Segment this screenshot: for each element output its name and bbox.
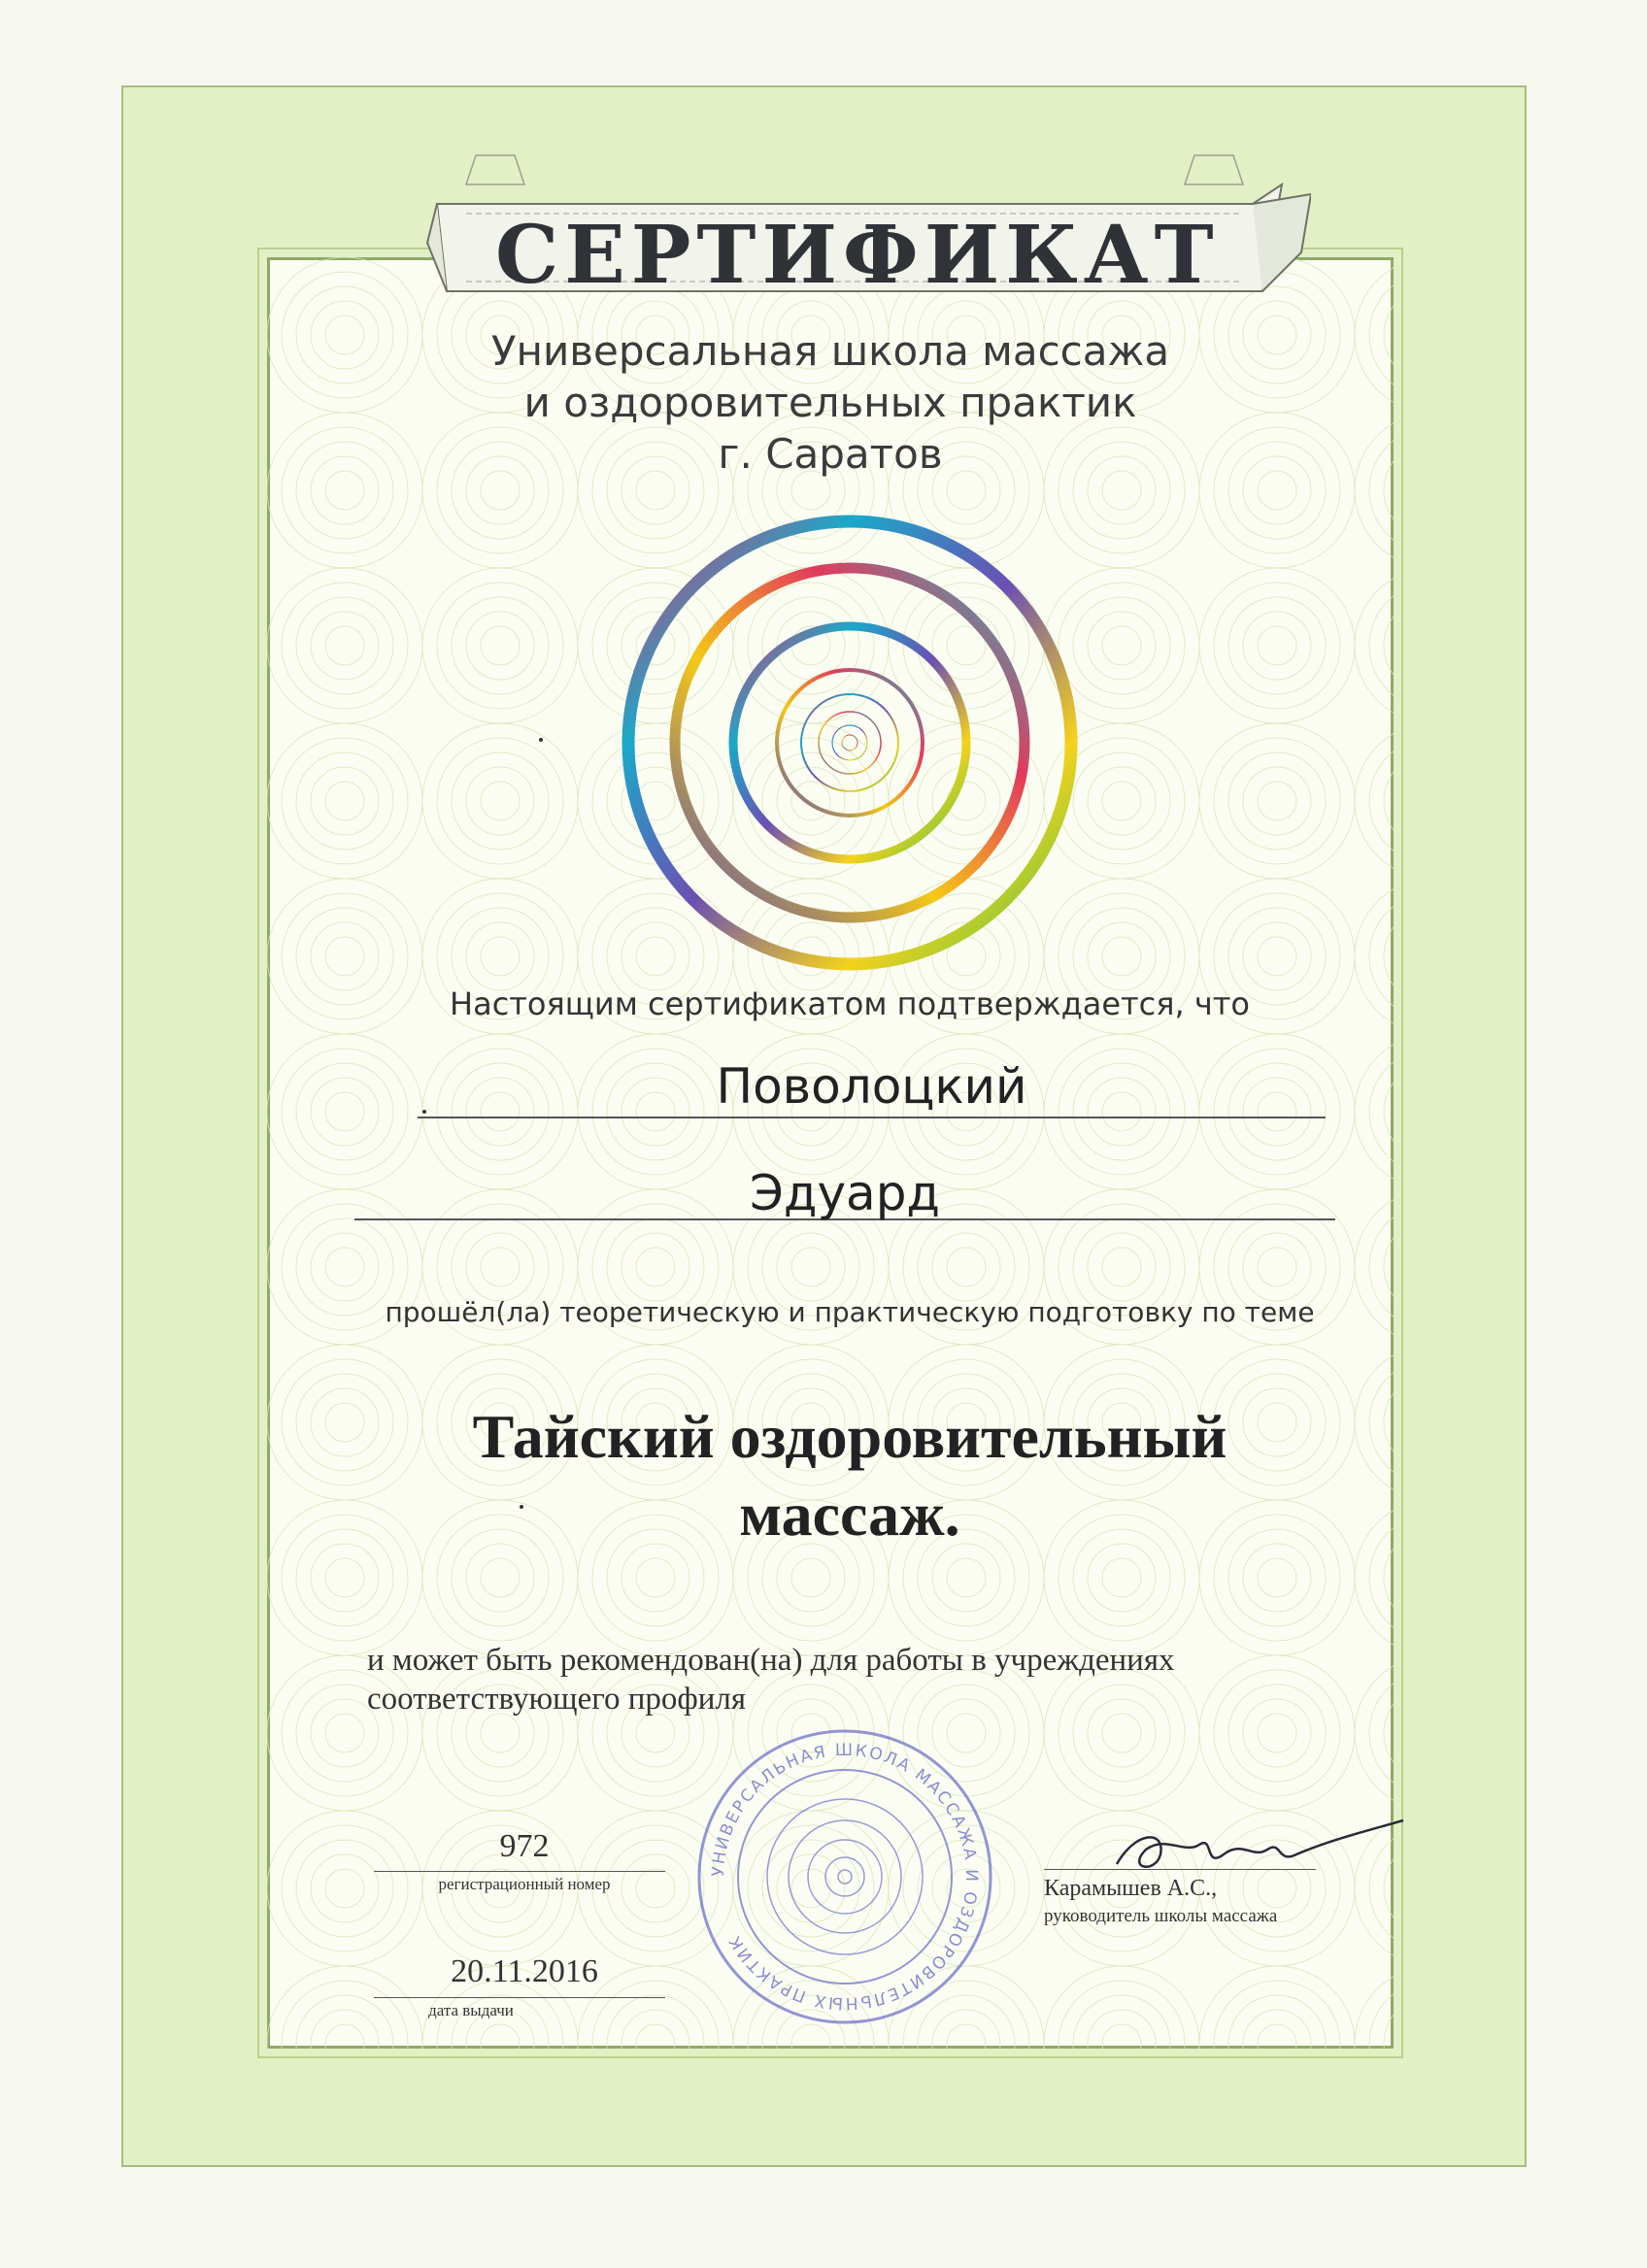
stamp-text: УНИВЕРСАЛЬНАЯ ШКОЛА МАССАЖА И ОЗДОРОВИТЕЛЬНЫХ ПРАКТИК: [708, 1740, 982, 2014]
recipient-surname: Поволоцкий: [418, 1058, 1326, 1118]
signature: [1107, 1811, 1408, 1879]
confirmation-text: Настоящим сертификатом подтверждается, что: [450, 985, 1250, 1022]
certificate-title: СЕРТИФИКАТ: [495, 209, 1220, 302]
course-line-1: Тайский оздоровительный: [472, 1402, 1227, 1471]
issue-date-caption: дата выдачи: [428, 2001, 514, 2019]
registration-number: 972: [499, 1828, 550, 1864]
recipient-first-name: Эдуард: [354, 1165, 1335, 1220]
recommendation-line-1: и может быть рекомендован(на) для работы в учреждениях: [367, 1643, 1175, 1678]
speck: [539, 738, 543, 742]
school-line-2: и оздоровительных практик: [523, 379, 1137, 426]
spiral-logo: [617, 510, 1083, 976]
school-line-1: Универсальная школа массажа: [490, 327, 1170, 375]
registration-number-line: [374, 1871, 665, 1872]
speck: [422, 1110, 426, 1114]
issue-date-line: [374, 1997, 665, 1998]
school-city: г. Саратов: [718, 430, 943, 478]
course-line-2: массаж.: [739, 1480, 960, 1549]
recommendation-text: [367, 1641, 1338, 1718]
round-stamp: [691, 1723, 998, 2030]
signer-role: руководитель школы массажа: [1044, 1906, 1278, 1926]
issue-date: 20.11.2016: [451, 1953, 598, 1989]
school-name: [291, 325, 1369, 480]
speck: [520, 1505, 523, 1509]
signer-name: Карамышев А.С.,: [1044, 1876, 1218, 1901]
course-title: [369, 1398, 1330, 1553]
recommendation-line-2: соответствующего профиля: [367, 1682, 747, 1717]
registration-number-caption: регистрационный номер: [438, 1875, 611, 1893]
training-text: прошёл(ла) теоретическую и практическую подготовку по теме: [385, 1296, 1315, 1328]
